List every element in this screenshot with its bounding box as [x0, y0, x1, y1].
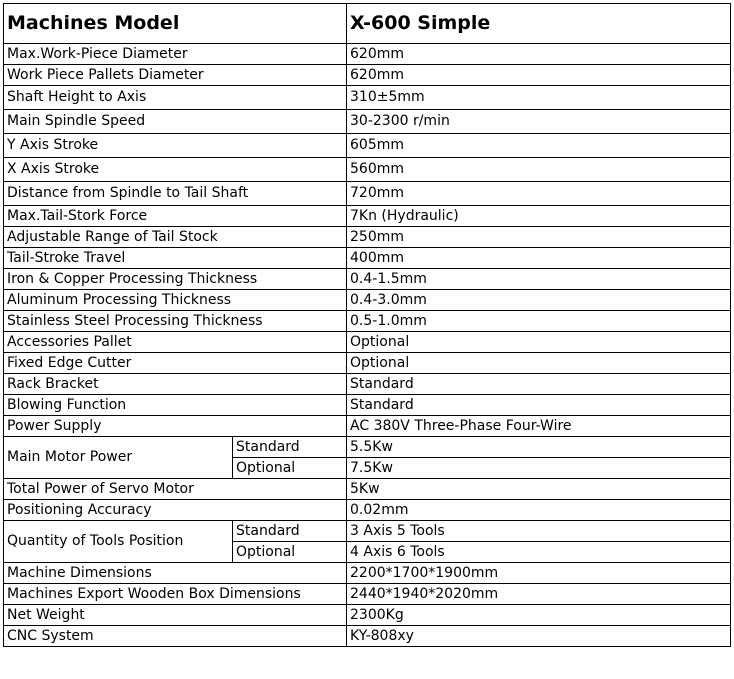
row-label: Max.Tail-Stork Force [4, 206, 347, 227]
table-row [4, 290, 731, 311]
row-value: Standard [347, 395, 731, 416]
row-label: Work Piece Pallets Diameter [4, 65, 347, 86]
row-label: Blowing Function [4, 395, 347, 416]
row-label: Y Axis Stroke [4, 134, 347, 158]
table-row [4, 353, 731, 374]
row-label: Net Weight [4, 605, 347, 626]
row-value: 250mm [347, 227, 731, 248]
table-row [4, 134, 731, 158]
row-value: 2300Kg [347, 605, 731, 626]
table-row [4, 332, 731, 353]
spec-table [3, 3, 731, 647]
row-value: 720mm [347, 182, 731, 206]
table-row [4, 110, 731, 134]
row-label: Machines Export Wooden Box Dimensions [4, 584, 347, 605]
row-label: Iron & Copper Processing Thickness [4, 269, 347, 290]
header-label: Machines Model [4, 4, 347, 44]
row-value: 620mm [347, 65, 731, 86]
row-label: X Axis Stroke [4, 158, 347, 182]
row-value: 620mm [347, 44, 731, 65]
table-row [4, 374, 731, 395]
row-value: 560mm [347, 158, 731, 182]
row-value: Optional [347, 353, 731, 374]
row-value: 310±5mm [347, 86, 731, 110]
tools-label: Quantity of Tools Position [4, 521, 233, 563]
row-label: Distance from Spindle to Tail Shaft [4, 182, 347, 206]
row-value: 400mm [347, 248, 731, 269]
tools-standard-value: 3 Axis 5 Tools [347, 521, 731, 542]
table-row [4, 311, 731, 332]
row-label: Adjustable Range of Tail Stock [4, 227, 347, 248]
row-label: Power Supply [4, 416, 347, 437]
motor-label: Main Motor Power [4, 437, 233, 479]
header-row [4, 4, 731, 44]
row-label: Stainless Steel Processing Thickness [4, 311, 347, 332]
row-value: KY-808xy [347, 626, 731, 647]
table-row [4, 584, 731, 605]
table-row [4, 500, 731, 521]
table-row [4, 227, 731, 248]
row-value: 0.4-3.0mm [347, 290, 731, 311]
motor-optional-value: 7.5Kw [347, 458, 731, 479]
row-label: Positioning Accuracy [4, 500, 347, 521]
table-row [4, 605, 731, 626]
row-value: 7Kn (Hydraulic) [347, 206, 731, 227]
tools-optional-value: 4 Axis 6 Tools [347, 542, 731, 563]
row-label: Rack Bracket [4, 374, 347, 395]
table-row [4, 563, 731, 584]
tools-standard-label: Standard [233, 521, 347, 542]
row-value: 2200*1700*1900mm [347, 563, 731, 584]
motor-optional-label: Optional [233, 458, 347, 479]
row-value: 605mm [347, 134, 731, 158]
table-row [4, 395, 731, 416]
table-row [4, 182, 731, 206]
table-row [4, 479, 731, 500]
row-label: Main Spindle Speed [4, 110, 347, 134]
table-row [4, 206, 731, 227]
row-label: Fixed Edge Cutter [4, 353, 347, 374]
row-value: AC 380V Three-Phase Four-Wire [347, 416, 731, 437]
row-label: Aluminum Processing Thickness [4, 290, 347, 311]
table-row [4, 248, 731, 269]
motor-standard-label: Standard [233, 437, 347, 458]
row-value: Standard [347, 374, 731, 395]
row-label: Max.Work-Piece Diameter [4, 44, 347, 65]
header-value: X-600 Simple [347, 4, 731, 44]
table-row [4, 65, 731, 86]
tools-optional-label: Optional [233, 542, 347, 563]
table-row [4, 626, 731, 647]
row-label: Machine Dimensions [4, 563, 347, 584]
row-value: 2440*1940*2020mm [347, 584, 731, 605]
row-value: Optional [347, 332, 731, 353]
row-label: Tail-Stroke Travel [4, 248, 347, 269]
table-row [4, 86, 731, 110]
row-value: 30-2300 r/min [347, 110, 731, 134]
row-label: CNC System [4, 626, 347, 647]
row-label: Accessories Pallet [4, 332, 347, 353]
row-value: 0.5-1.0mm [347, 311, 731, 332]
motor-standard-value: 5.5Kw [347, 437, 731, 458]
table-row [4, 44, 731, 65]
row-label: Total Power of Servo Motor [4, 479, 347, 500]
table-row [4, 158, 731, 182]
row-value: 5Kw [347, 479, 731, 500]
table-row [4, 269, 731, 290]
tools-row-standard [4, 521, 731, 542]
row-value: 0.02mm [347, 500, 731, 521]
row-value: 0.4-1.5mm [347, 269, 731, 290]
row-label: Shaft Height to Axis [4, 86, 347, 110]
table-row [4, 416, 731, 437]
motor-row-standard [4, 437, 731, 458]
